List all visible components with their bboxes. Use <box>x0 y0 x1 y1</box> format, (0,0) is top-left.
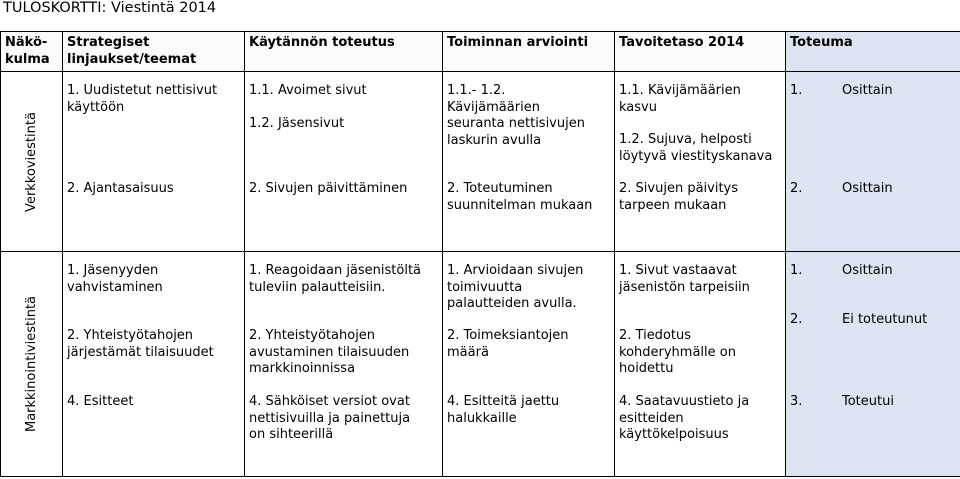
implementation-cell: 1.1. Avoimet sivut 1.2. Jäsensivut 2. Sivujen päivittäminen <box>245 72 443 252</box>
header-perspective: Näkö- kulma <box>1 32 63 72</box>
header-row <box>1 32 960 72</box>
evaluation-cell: 1. Arvioidaan sivujen toimivuutta palautteiden avulla. 2. Toimeksiantojen määrä 4. Esitteitä jaettu halukkaille <box>443 252 615 477</box>
header-evaluation: Toiminnan arviointi <box>443 32 615 72</box>
perspective-cell: Markkinointiviestintä <box>1 252 63 477</box>
table-row <box>1 252 960 477</box>
implementation-cell: 1. Reagoidaan jäsenistöltä tuleviin palautteisiin. 2. Yhteistyötahojen avustaminen tilaisuuden markkinoinnissa 4. Sähköiset versiot ovat nettisivuilla ja painettuja on sihteerillä <box>245 252 443 477</box>
header-result: Toteuma <box>786 32 960 72</box>
header-strategy: Strategiset linjaukset/teemat <box>63 32 245 72</box>
target-cell: 1. Sivut vastaavat jäsenistön tarpeisiin 2. Tiedotus kohderyhmälle on hoidettu 4. Saatavuustieto ja esitteiden käyttökelpoisuus <box>615 252 786 477</box>
result-cell: 1. Osittain 2. Ei toteutunut 3. Toteutui <box>786 252 960 477</box>
strategy-cell: 1. Uudistetut nettisivut käyttöön 2. Ajantasaisuus <box>63 72 245 252</box>
header-implementation: Käytännön toteutus <box>245 32 443 72</box>
table-row <box>1 72 960 252</box>
result-cell: 1. Osittain 2. Osittain <box>786 72 960 252</box>
evaluation-cell: 1.1.- 1.2. Kävijämäärien seuranta nettisivujen laskurin avulla 2. Toteutuminen suunnitelman mukaan <box>443 72 615 252</box>
perspective-cell: Verkkoviestintä <box>1 72 63 252</box>
page-title: TULOSKORTTI: Viestintä 2014 <box>3 0 217 16</box>
target-cell: 1.1. Kävijämäärien kasvu 1.2. Sujuva, helposti löytyvä viestityskanava 2. Sivujen päivitys tarpeen mukaan <box>615 72 786 252</box>
results-table <box>0 31 960 477</box>
strategy-cell: 1. Jäsenyyden vahvistaminen 2. Yhteistyötahojen järjestämät tilaisuudet 4. Esitteet <box>63 252 245 477</box>
header-target: Tavoitetaso 2014 <box>615 32 786 72</box>
